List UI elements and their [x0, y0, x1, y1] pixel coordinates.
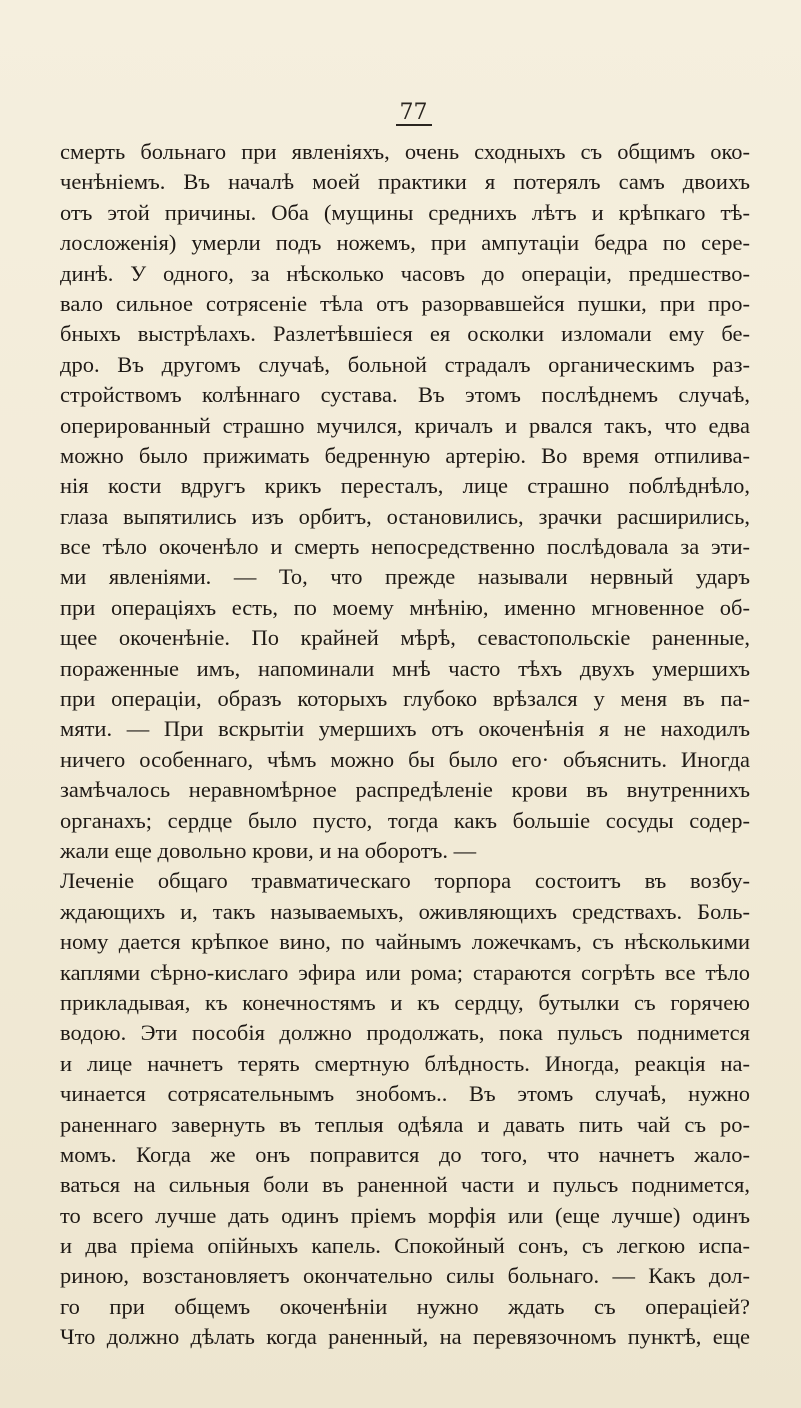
page-number-text: 77 [396, 102, 432, 126]
text-line: щее окоченѣніе. По крайней мѣрѣ, севастопольскіе раненные, [60, 625, 750, 651]
text-line: Что должно дѣлать когда раненный, на перевязочномъ пунктѣ, еще [60, 1324, 750, 1350]
text-line: и лице начнетъ терять смертную блѣдность. Иногда, реакція на- [60, 1050, 750, 1076]
text-line: ждающихъ и, такъ называемыхъ, оживляющихъ средствахъ. Боль- [60, 898, 750, 924]
text-line: риною, возстановляетъ окончательно силы больнаго. — Какъ дол- [60, 1263, 750, 1289]
text-line: то всего лучше дать одинъ пріемъ морфія или (еще лучше) одинъ [60, 1202, 750, 1228]
text-line: отъ этой причины. Оба (мущины среднихъ лѣтъ и крѣпкаго тѣ- [60, 199, 750, 225]
text-line: ми явленіями. — То, что прежде называли нервный ударъ [60, 564, 750, 590]
text-line: стройствомъ колѣннаго сустава. Въ этомъ послѣднемъ случаѣ, [60, 382, 750, 408]
text-line: пораженные имъ, напоминали мнѣ часто тѣхъ двухъ умершихъ [60, 655, 750, 681]
text-line: лосложенія) умерли подъ ножемъ, при ампутаціи бедра по сере- [60, 230, 750, 256]
text-line: нія кости вдругъ крикъ пересталъ, лице страшно поблѣднѣло, [60, 473, 750, 499]
text-line: ничего особеннаго, чѣмъ можно бы было его· объяснить. Иногда [60, 746, 750, 772]
text-line: жали еще довольно крови, и на оборотъ. — [60, 837, 477, 863]
text-line: вало сильное сотрясеніе тѣла отъ разорвавшейся пушки, при про- [60, 290, 750, 316]
text-line: ному дается крѣпкое вино, по чайнымъ ложечкамъ, съ нѣсколькими [60, 929, 750, 955]
text-line: Леченіе общаго травматическаго торпора состоитъ въ возбу- [60, 868, 750, 894]
text-line: замѣчалось неравномѣрное распредѣленіе крови въ внутреннихъ [60, 777, 750, 803]
text-line: чинается сотрясательнымъ знобомъ.. Въ этомъ случаѣ, нужно [60, 1081, 750, 1107]
text-line: все тѣло окоченѣло и смерть непосредственно послѣдовала за эти- [60, 534, 750, 560]
text-line: бныхъ выстрѣлахъ. Разлетѣвшіеся ея осколки изломали ему бе- [60, 321, 750, 347]
text-line: момъ. Когда же онъ поправится до того, что начнетъ жало- [60, 1141, 750, 1167]
text-line: можно было прижимать бедренную артерію. Во время отпилива- [60, 442, 750, 468]
body-text [60, 137, 750, 1353]
text-line: при операціи, образъ которыхъ глубоко врѣзался у меня въ па- [60, 686, 750, 712]
text-line: динѣ. У одного, за нѣсколько часовъ до операціи, предшество- [60, 260, 750, 286]
text-line: раненнаго завернуть въ теплыя одѣяла и давать пить чай съ ро- [60, 1111, 750, 1137]
page-number [0, 100, 801, 126]
text-line: дро. Въ другомъ случаѣ, больной страдалъ органическимъ раз- [60, 351, 750, 377]
text-line: оперированный страшно мучился, кричалъ и рвался такъ, что едва [60, 412, 750, 438]
text-line: ваться на сильныя боли въ раненной части и пульсъ поднимется, [60, 1172, 750, 1198]
text-line: органахъ; сердце было пусто, тогда какъ большіе сосуды содер- [60, 807, 750, 833]
text-line: прикладывая, къ конечностямъ и къ сердцу, бутылки съ горячею [60, 989, 750, 1015]
text-line: и два пріема опійныхъ капель. Спокойный сонъ, съ легкою испа- [60, 1233, 750, 1259]
text-line: глаза выпятились изъ орбитъ, остановились, зрачки расширились, [60, 503, 750, 529]
text-line: го при общемъ окоченѣніи нужно ждать съ операціей? [60, 1293, 750, 1319]
text-line: водою. Эти пособія должно продолжать, пока пульсъ поднимется [60, 1020, 750, 1046]
text-line: смерть больнаго при явленіяхъ, очень сходныхъ съ общимъ око- [60, 139, 750, 164]
text-line: ченѣніемъ. Въ началѣ моей практики я потерялъ самъ двоихъ [60, 169, 750, 195]
text-line: при операціяхъ есть, по моему мнѣнію, именно мгновенное об- [60, 594, 750, 620]
text-line: мяти. — При вскрытіи умершихъ отъ окоченѣнія я не находилъ [60, 716, 750, 742]
text-line: каплями сѣрно-кислаго эфира или рома; стараются согрѣть все тѣло [60, 959, 750, 985]
